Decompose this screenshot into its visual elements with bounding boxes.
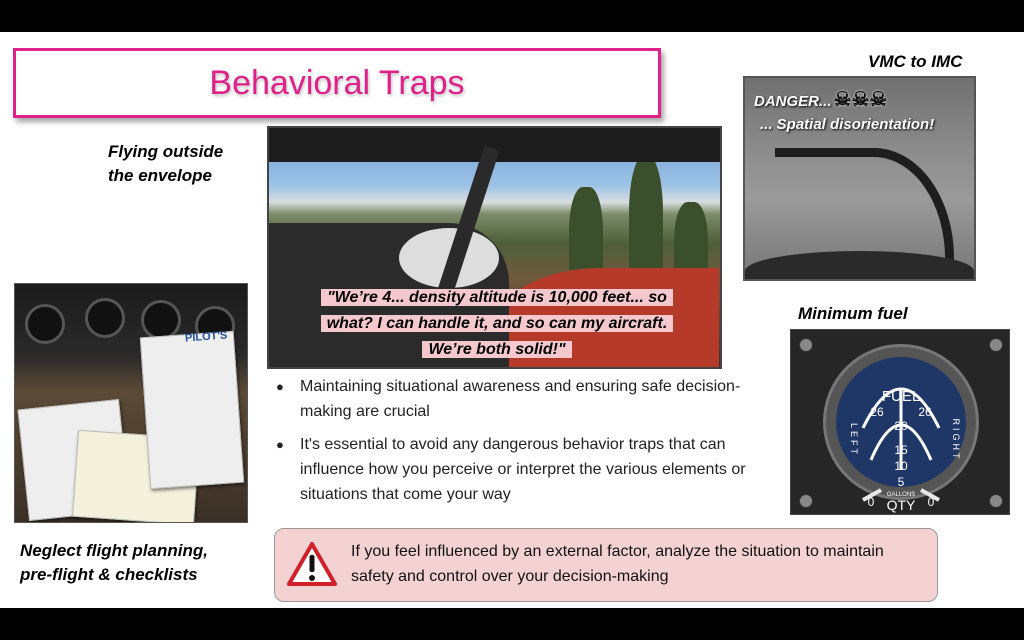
warning-callout <box>274 528 938 602</box>
fuel-tick: 26 <box>870 405 884 419</box>
bullet-list <box>276 374 766 515</box>
gauge-icon <box>25 304 65 344</box>
quote-line-2: what? I can handle it, and so can my aircraft. <box>321 315 674 332</box>
title-box <box>13 48 661 118</box>
pilots-checklist-book <box>140 331 244 489</box>
label-flying-outside-line1: Flying outside <box>108 142 224 161</box>
warning-text: If you feel influenced by an external factor, analyze the situation to maintain safety and control over your decision-making <box>351 543 884 585</box>
fuel-title: FUEL <box>881 388 921 405</box>
fuel-tick: 0 <box>927 495 935 509</box>
slide <box>0 32 1024 608</box>
warning-triangle-icon <box>287 541 337 587</box>
bullet-item: ● Maintaining situational awareness and ensuring safe decision-making are crucial <box>276 374 766 424</box>
label-neglect-planning <box>20 539 208 587</box>
fuel-gauge-drawing <box>791 330 1010 515</box>
fuel-left-label: LEFT <box>849 422 859 458</box>
bullet-item: ● It's essential to avoid any dangerous behavior traps that can influence how you perceive or interpret the various elements or situations that come your way <box>276 432 766 507</box>
pilot-quote <box>282 285 712 363</box>
pilots-book-label: PILOT'S <box>184 329 228 345</box>
label-vmc-to-imc: VMC to IMC <box>868 52 963 71</box>
gauge-icon <box>85 298 125 338</box>
fuel-gauge-photo <box>790 329 1010 515</box>
label-flying-outside <box>108 140 223 188</box>
windshield-frame <box>775 148 954 267</box>
label-minimum-fuel: Minimum fuel <box>798 304 908 323</box>
slide-title: Behavioral Traps <box>209 63 465 102</box>
fuel-unit: GALLONS <box>886 492 916 498</box>
label-flying-outside-line2: the envelope <box>108 166 212 185</box>
fuel-tick: 5 <box>897 475 905 489</box>
danger-text <box>754 87 887 112</box>
quote-line-3: We’re both solid!" <box>422 341 571 358</box>
spatial-disorientation-text: ... Spatial disorientation! <box>760 116 935 133</box>
fuel-tick: 26 <box>918 405 932 419</box>
quote-line-1: "We’re 4... density altitude is 10,000 feet... so <box>321 289 673 306</box>
fuel-tick: 0 <box>867 495 875 509</box>
label-neglect-line2: pre-flight & checklists <box>20 565 198 584</box>
fuel-qty: QTY <box>886 497 916 513</box>
fuel-tick: 20 <box>894 419 908 433</box>
fuel-right-label: RIGHT <box>951 418 961 462</box>
skull-icon: ☠☠☠ <box>833 89 888 111</box>
label-neglect-line1: Neglect flight planning, <box>20 541 208 560</box>
fuel-tick: 15 <box>894 443 908 457</box>
checklist-photo <box>14 283 248 523</box>
fuel-tick: 10 <box>894 459 908 473</box>
danger-label: DANGER... <box>754 93 832 110</box>
